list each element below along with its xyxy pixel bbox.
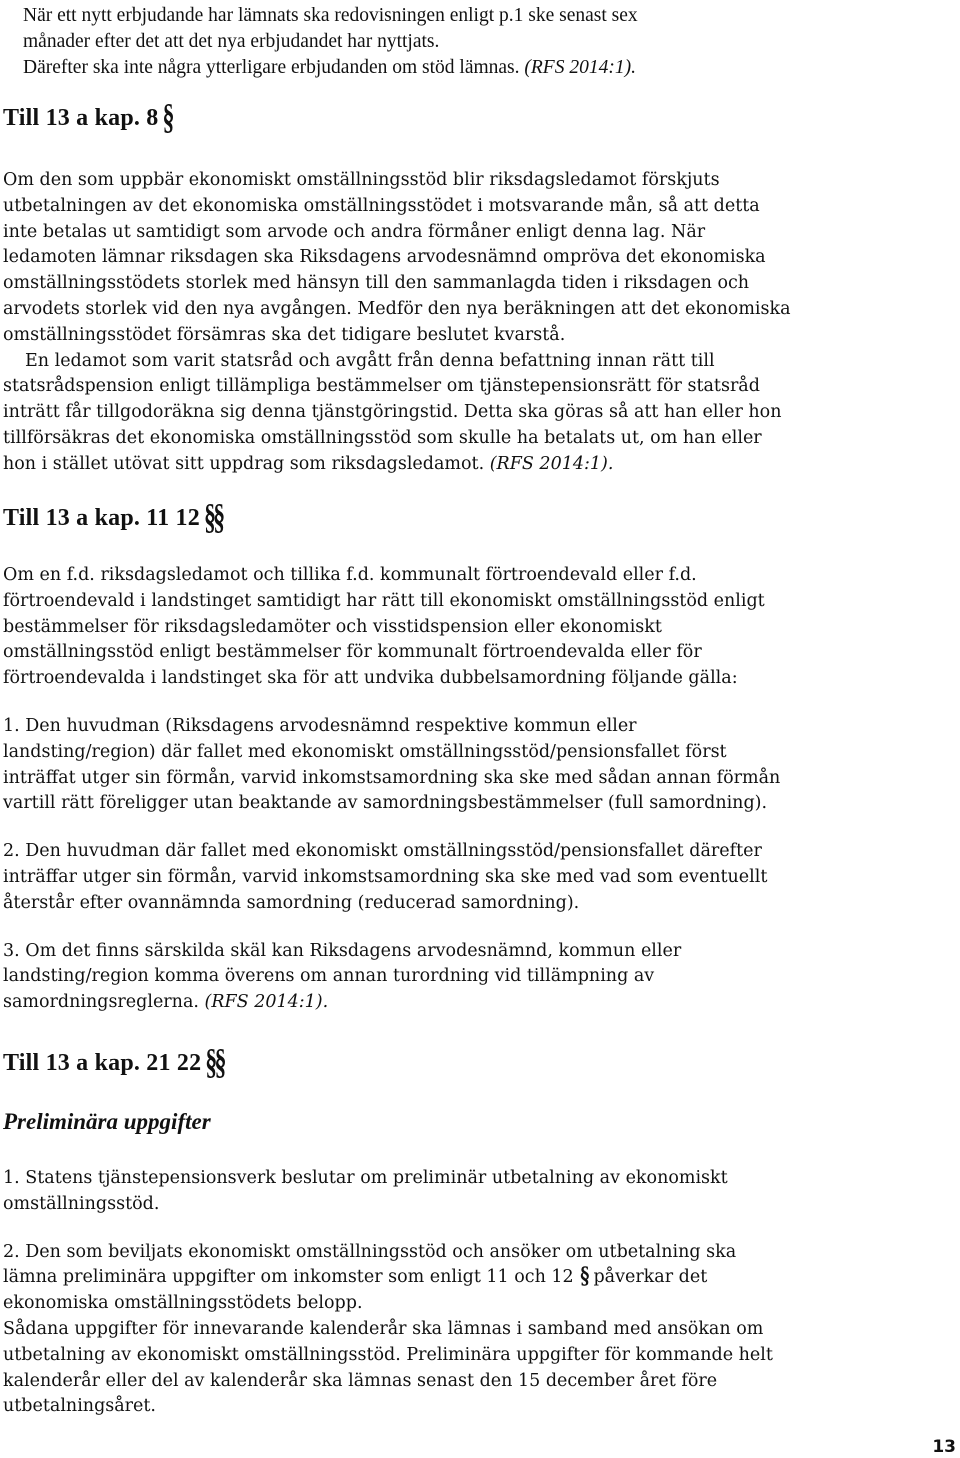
text-line: 3. Om det finns särskilda skäl kan Riksdagens arvodesnämnd, kommun eller xyxy=(3,940,682,961)
text-line: utbetalningsåret. xyxy=(3,1396,156,1417)
text-line: förtroendevalda i landstinget ska för att undvika dubbelsamordning följande gälla: xyxy=(3,668,738,689)
heading-text: Till 13 a kap. 21 22 xyxy=(3,1050,202,1076)
text-line: återstår efter ovannämnda samordning (reducerad samordning). xyxy=(3,892,580,913)
intro-line: månader efter det att det nya erbjudandet har nyttjats. xyxy=(23,30,440,52)
text-line: omställningsstöd. xyxy=(3,1193,160,1214)
text-line: hon i stället utövat sitt uppdrag som riksdagsledamot. xyxy=(3,453,485,474)
text-line: inträffat utger sin förmån, varvid inkomstsamordning ska ske med sådan annan förmån xyxy=(3,767,781,788)
text-line: Om den som uppbär ekonomiskt omställningsstöd blir riksdagsledamot förskjuts xyxy=(3,170,720,190)
text-line: tillförsäkras det ekonomiska omställningsstöd som skulle ha betalats ut, om han eller xyxy=(3,427,762,448)
text-line: Sådana uppgifter för innevarande kalenderår ska lämnas i samband med ansökan om xyxy=(3,1318,764,1339)
text-line: lämna preliminära uppgifter om inkomster som enligt 11 och 12 xyxy=(3,1267,574,1288)
list-item xyxy=(3,939,780,1016)
heading-text: Till 13 a kap. 8 xyxy=(3,105,159,131)
text-line: inte betalas ut samtidigt som arvode och andra förmåner enligt denna lag. När xyxy=(3,221,706,242)
section-heading xyxy=(3,98,175,138)
subheading xyxy=(3,1109,211,1135)
text-line: 1. Statens tjänstepensionsverk beslutar om preliminär utbetalning av ekonomiskt xyxy=(3,1168,728,1188)
text-line: Om en f.d. riksdagsledamot och tillika f.d. kommunalt förtroendevald eller f.d. xyxy=(3,565,697,585)
reference: (RFS 2014:1). xyxy=(204,992,329,1013)
text-line: En ledamot som varit statsråd och avgått från denna befattning innan rätt till xyxy=(25,350,715,371)
list-item xyxy=(3,839,780,916)
text-line: statsrådspension enligt tillämpliga bestämmelser om tjänstepensionsrätt för statsråd xyxy=(3,376,760,397)
subheading-text: Preliminära uppgifter xyxy=(3,1109,211,1134)
section-sign-icon: § xyxy=(203,498,217,538)
text-line: omställningsstödet försämras ska det tidigare beslutet kvarstå. xyxy=(3,324,566,345)
text-line: landsting/region komma överens om annan turordning vid tillämpning av xyxy=(3,966,655,987)
text-line: utbetalning av ekonomiskt omställningsstöd. Preliminära uppgifter för kommande helt xyxy=(3,1344,773,1365)
section-sign-icon: § xyxy=(580,1263,590,1291)
text-line: 2. Den huvudman där fallet med ekonomiskt omställningsstöd/pensionsfallet därefter xyxy=(3,841,762,862)
text-line: omställningsstödets storlek med hänsyn till den sammanlagda tiden i riksdagen och xyxy=(3,273,750,294)
list-item xyxy=(3,714,780,817)
reference: (RFS 2014:1). xyxy=(524,57,636,78)
text-line: bestämmelser för riksdagsledamöter och visstidspension eller ekonomiskt xyxy=(3,616,662,637)
intro-closing xyxy=(23,55,636,81)
section-sign-icon: § xyxy=(205,1043,218,1083)
text-line: kalenderår eller del av kalenderår ska lämnas senast den 15 december året före xyxy=(3,1370,718,1391)
text-line: påverkar det xyxy=(593,1267,708,1288)
intro-line: Därefter ska inte några ytterligare erbjudanden om stöd lämnas. xyxy=(23,57,520,78)
intro-paragraph xyxy=(23,3,638,55)
section-sign-icon: § xyxy=(162,98,175,138)
text-line: 1. Den huvudman (Riksdagens arvodesnämnd respektive kommun eller xyxy=(3,715,637,736)
heading-text: Till 13 a kap. 11 12 xyxy=(3,505,200,531)
section-8-body xyxy=(3,168,791,478)
text-line: ekonomiska omställningsstödets belopp. xyxy=(3,1293,363,1314)
reference: (RFS 2014:1). xyxy=(489,453,614,474)
text-line: landsting/region) där fallet med ekonomiskt omställningsstöd/pensionsfallet först xyxy=(3,741,727,762)
text-line: förtroendevald i landstinget samtidigt har rätt till ekonomiskt omställningsstöd enligt xyxy=(3,590,765,611)
text-line: omställningsstöd enligt bestämmelser för kommunalt förtroendevalda eller för xyxy=(3,642,702,663)
section-11-12-body xyxy=(3,563,780,1016)
text-line: 2. Den som beviljats ekonomiskt omställningsstöd och ansöker om utbetalning ska xyxy=(3,1241,737,1262)
text-line: inträtt får tillgodoräkna sig denna tjänstgöringstid. Detta ska göras så att han eller hon xyxy=(3,402,782,423)
page-number: 13 xyxy=(932,1437,956,1457)
list-item xyxy=(3,1240,773,1421)
section-21-22-body xyxy=(3,1166,773,1420)
section-heading xyxy=(3,498,226,538)
intro-line: När ett nytt erbjudande har lämnats ska redovisningen enligt p.1 ske senast sex xyxy=(23,5,638,26)
text-line: utbetalningen av det ekonomiska omställningsstödet i motsvarande mån, så att detta xyxy=(3,195,760,216)
section-sign-icon: § xyxy=(214,1043,227,1083)
text-line: samordningsreglerna. xyxy=(3,992,199,1013)
list-item xyxy=(3,1166,773,1218)
section-heading xyxy=(3,1043,227,1083)
text-line: ledamoten lämnar riksdagen ska Riksdagens arvodesnämnd ompröva det ekonomiska xyxy=(3,247,766,268)
text-line: inträffar utger sin förmån, varvid inkomstsamordning ska ske med vad som eventuellt xyxy=(3,866,768,887)
section-sign-icon: § xyxy=(213,498,226,538)
text-line: arvodets storlek vid den nya avgången. Medför den nya beräkningen att det ekonomiska xyxy=(3,298,791,319)
text-line: vartill rätt föreligger utan beaktande av samordningsbestämmelser (full samordning). xyxy=(3,793,768,814)
